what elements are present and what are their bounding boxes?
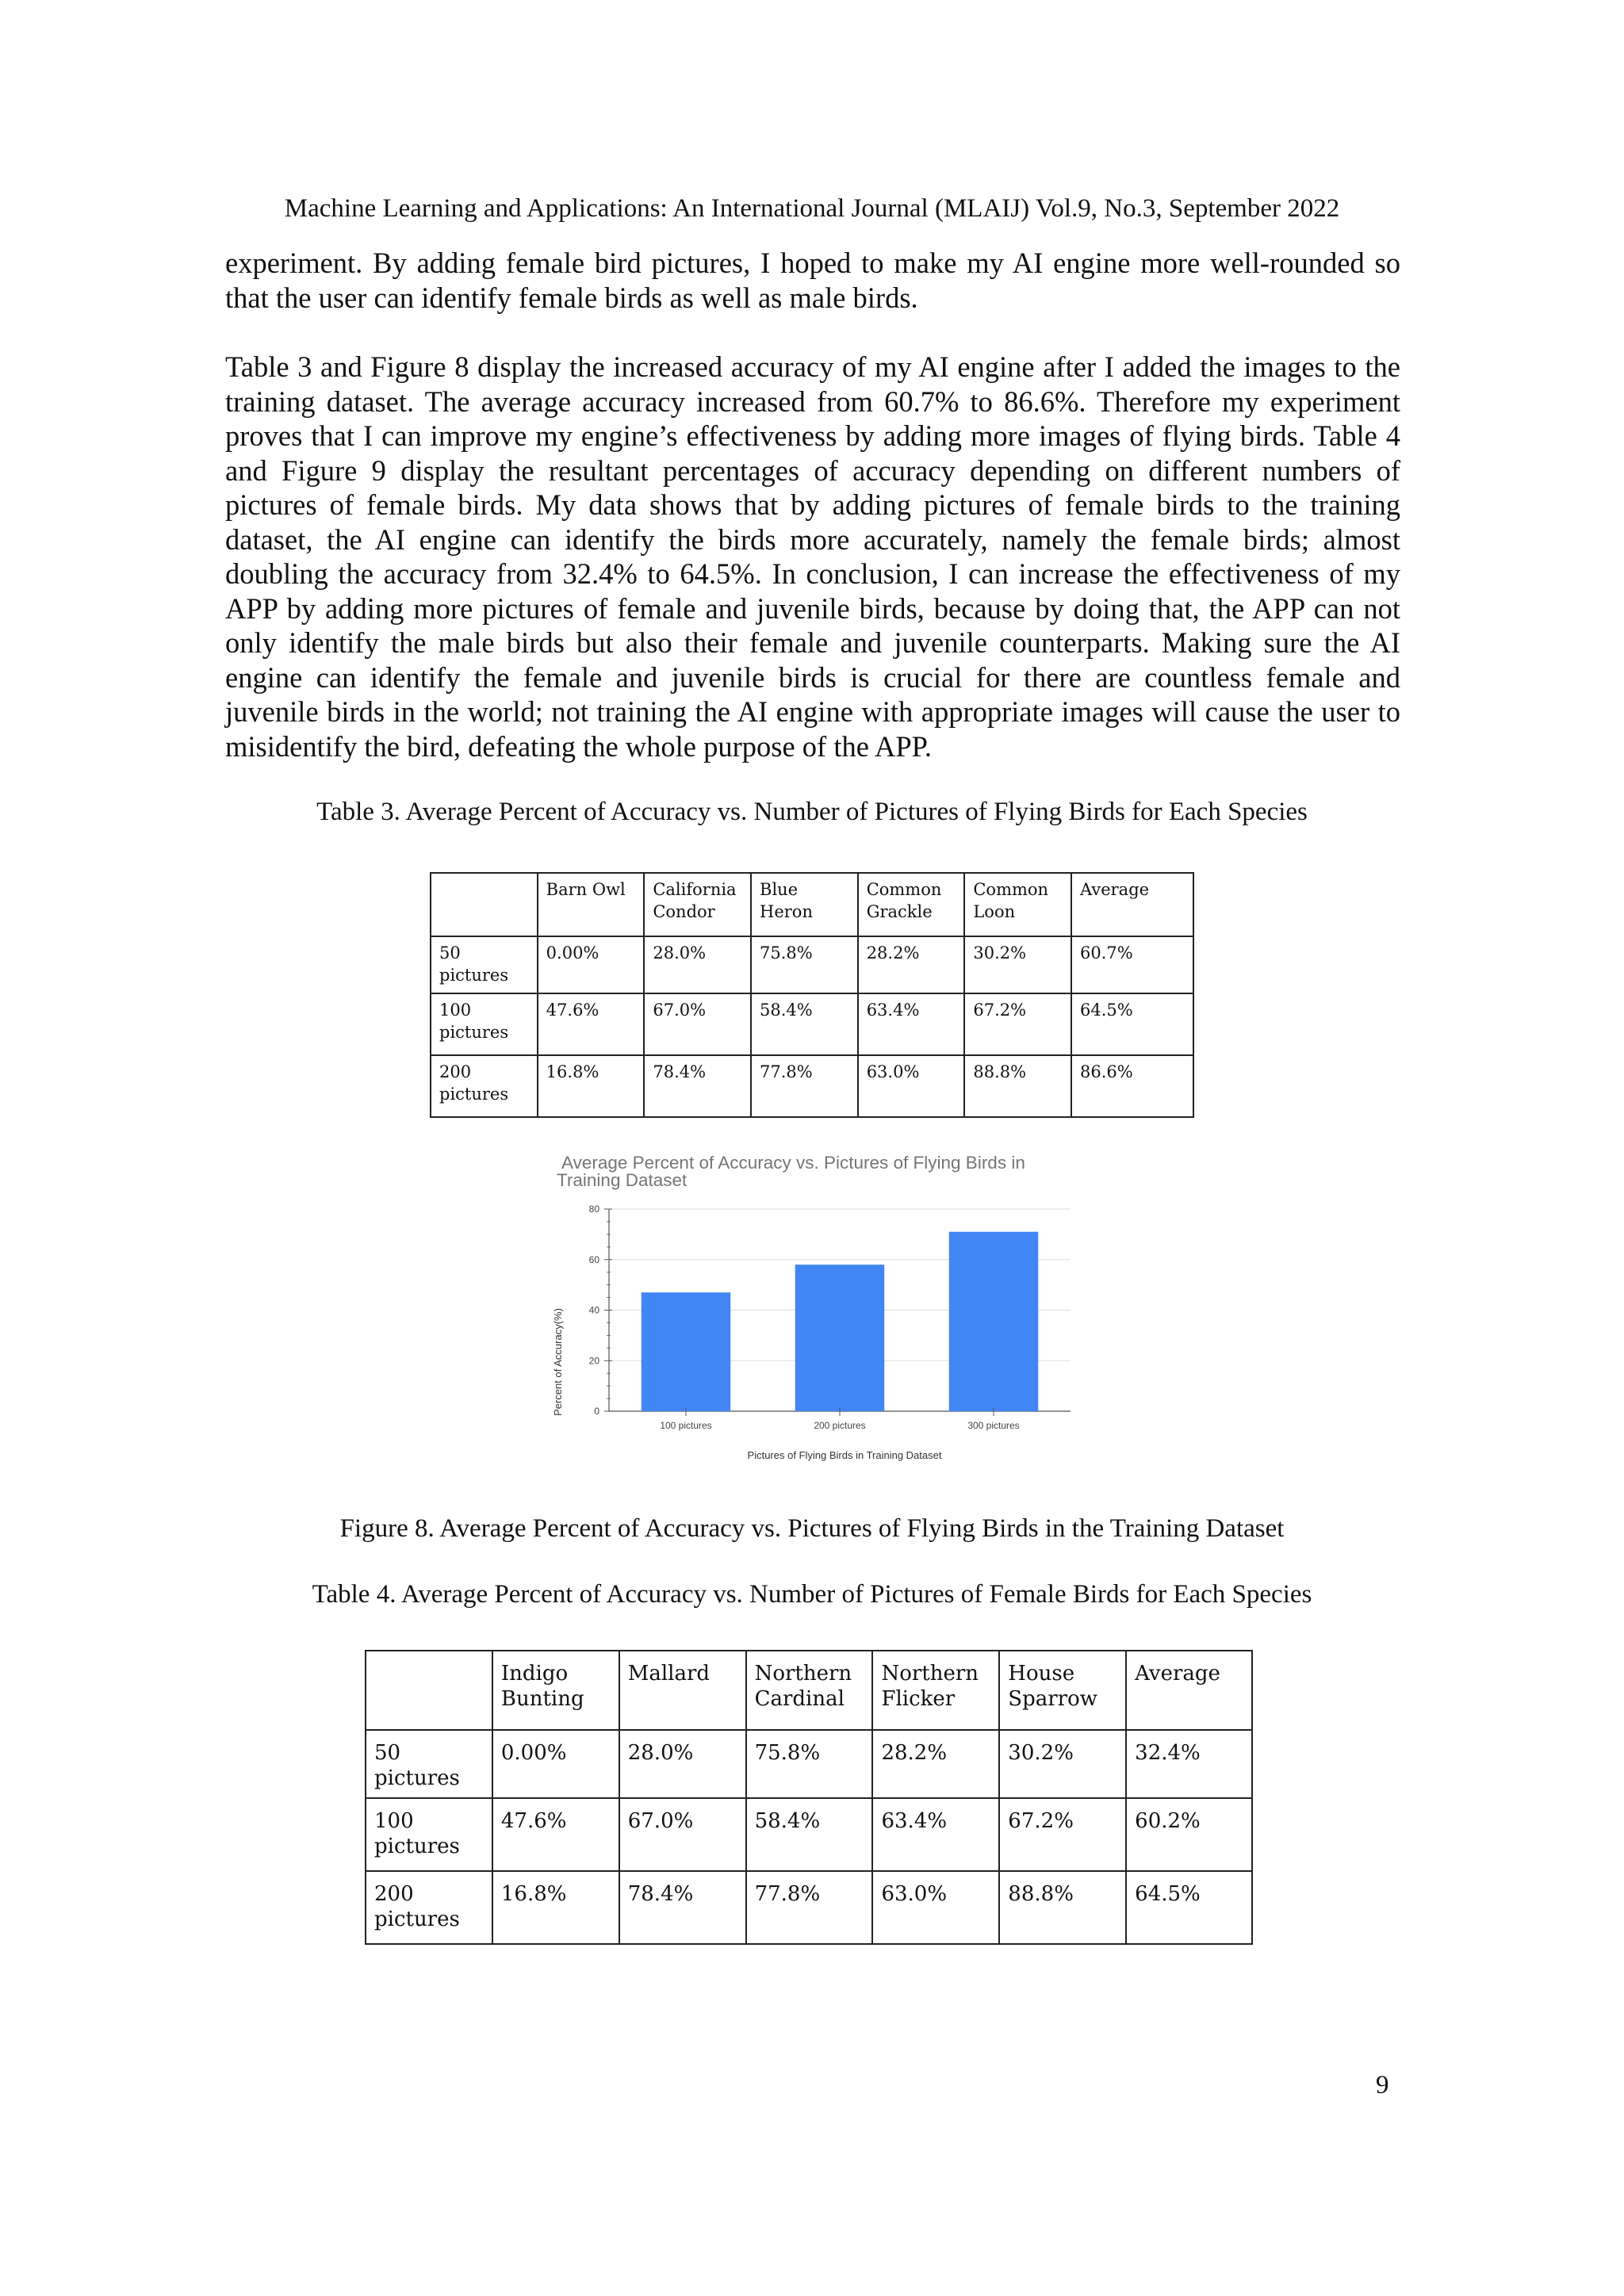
table-cell: 200 pictures [431, 1055, 538, 1117]
chart-bar [949, 1232, 1039, 1411]
table-cell: 28.0% [619, 1730, 746, 1798]
table-row [366, 1730, 1252, 1798]
table-cell: 67.0% [644, 993, 751, 1055]
table-cell: 60.2% [1126, 1798, 1252, 1871]
table-header-cell: Average [1071, 873, 1193, 936]
table-header-cell: Common Grackle [858, 873, 965, 936]
table3-caption: Table 3. Average Percent of Accuracy vs. Number of Pictures of Flying Birds for Each Species [316, 798, 1308, 826]
page-number: 9 [1376, 2071, 1389, 2099]
table-cell: 28.2% [858, 936, 965, 993]
accuracy-bar-chart [547, 1142, 1086, 1475]
table-cell: 58.4% [751, 993, 858, 1055]
table-row [366, 1871, 1252, 1944]
table-header-cell [431, 873, 538, 936]
table-cell: 63.4% [872, 1798, 999, 1871]
table-cell: 58.4% [746, 1798, 873, 1871]
table-header-row [366, 1651, 1252, 1730]
table-cell: 63.0% [872, 1871, 999, 1944]
table-cell: 16.8% [492, 1871, 619, 1944]
table-cell: 100 pictures [366, 1798, 492, 1871]
chart-title-line2: Training Dataset [557, 1170, 688, 1190]
table-header-cell: California Condor [644, 873, 751, 936]
x-axis-label: Pictures of Flying Birds in Training Dataset [747, 1449, 942, 1461]
table3 [430, 872, 1194, 1118]
table-cell: 47.6% [538, 993, 645, 1055]
table-cell: 64.5% [1126, 1871, 1252, 1944]
table-header-row [431, 873, 1193, 936]
table-header-cell: House Sparrow [999, 1651, 1126, 1730]
table-cell: 88.8% [999, 1871, 1126, 1944]
y-tick-label: 20 [588, 1355, 599, 1367]
table-cell: 50 pictures [366, 1730, 492, 1798]
table-cell: 16.8% [538, 1055, 645, 1117]
table-header-cell: Northern Cardinal [746, 1651, 873, 1730]
table-cell: 75.8% [751, 936, 858, 993]
table-header-cell: Indigo Bunting [492, 1651, 619, 1730]
x-tick-label: 200 pictures [814, 1420, 866, 1431]
chart-bar [642, 1292, 731, 1411]
table-cell: 78.4% [619, 1871, 746, 1944]
table-row [366, 1798, 1252, 1871]
x-tick-label: 100 pictures [660, 1420, 712, 1431]
table-cell: 28.2% [872, 1730, 999, 1798]
table-cell: 88.8% [964, 1055, 1071, 1117]
table-cell: 78.4% [644, 1055, 751, 1117]
paragraph-results [225, 350, 1400, 763]
paragraph-intro-text: experiment. By adding female bird pictures, I hoped to make my AI engine more well-rounded so that the user can identify female birds as well as male birds. [225, 247, 1400, 314]
y-tick-label: 60 [588, 1253, 599, 1265]
paragraph-intro [225, 246, 1400, 315]
table-cell: 28.0% [644, 936, 751, 993]
table-cell: 77.8% [751, 1055, 858, 1117]
table-cell: 63.0% [858, 1055, 965, 1117]
y-tick-label: 80 [588, 1203, 599, 1215]
table-header-cell [366, 1651, 492, 1730]
y-tick-label: 0 [594, 1406, 599, 1417]
y-axis-label: Percent of Accuracy(%) [552, 1308, 564, 1416]
table-cell: 75.8% [746, 1730, 873, 1798]
table-cell: 32.4% [1126, 1730, 1252, 1798]
table-cell: 100 pictures [431, 993, 538, 1055]
chart-plot-area [589, 1203, 1071, 1431]
table-header-cell: Blue Heron [751, 873, 858, 936]
journal-header: Machine Learning and Applications: An International Journal (MLAIJ) Vol.9, No.3, September 2022 [284, 194, 1340, 223]
table-cell: 67.2% [999, 1798, 1126, 1871]
chart-bar [795, 1265, 885, 1411]
table-cell: 63.4% [858, 993, 965, 1055]
table-cell: 50 pictures [431, 936, 538, 993]
figure8-caption: Figure 8. Average Percent of Accuracy vs. Pictures of Flying Birds in the Training Dataset [339, 1514, 1285, 1543]
table-header-cell: Barn Owl [538, 873, 645, 936]
table-cell: 67.2% [964, 993, 1071, 1055]
y-tick-label: 40 [588, 1304, 599, 1316]
paragraph-results-text: Table 3 and Figure 8 display the increased accuracy of my AI engine after I added the images to the training dataset. The average accuracy increased from 60.7% to 86.6%. Therefore my experiment proves that I can improve my engine’s effectiveness by adding more images of flying birds. Table 4 and Figure 9 display the resultant percentages of accuracy depending on different numbers of pictures of female birds. My data shows that by adding pictures of female birds to the training dataset, the AI engine can identify the birds more accurately, namely the female birds; almost doubling the accuracy from 32.4% to 64.5%. In conclusion, I can increase the effectiveness of my APP by adding more pictures of female and juvenile birds, because by doing that, the APP can not only identify the male birds but also their female and juvenile counterparts. Making sure the AI engine can identify the female and juvenile birds is crucial for there are countless female and juvenile birds in the world; not training the AI engine with appropriate images will cause the user to misidentify the bird, defeating the whole purpose of the APP. [225, 350, 1400, 763]
table-header-cell: Average [1126, 1651, 1252, 1730]
table-cell: 30.2% [964, 936, 1071, 993]
table-cell: 77.8% [746, 1871, 873, 1944]
table-cell: 47.6% [492, 1798, 619, 1871]
table-row [431, 993, 1193, 1055]
table-cell: 0.00% [492, 1730, 619, 1798]
table-header-cell: Northern Flicker [872, 1651, 999, 1730]
table-cell: 86.6% [1071, 1055, 1193, 1117]
table-cell: 67.0% [619, 1798, 746, 1871]
table-row [431, 1055, 1193, 1117]
table-row [431, 936, 1193, 993]
table-header-cell: Mallard [619, 1651, 746, 1730]
table-cell: 30.2% [999, 1730, 1126, 1798]
table4-caption: Table 4. Average Percent of Accuracy vs. Number of Pictures of Female Birds for Each Species [312, 1580, 1312, 1609]
chart-title-line1: Average Percent of Accuracy vs. Pictures of Flying Birds in [561, 1153, 1025, 1173]
x-tick-label: 300 pictures [967, 1420, 1020, 1431]
table-cell: 60.7% [1071, 936, 1193, 993]
table-header-cell: Common Loon [964, 873, 1071, 936]
table-cell: 64.5% [1071, 993, 1193, 1055]
table4 [365, 1650, 1253, 1945]
table-cell: 200 pictures [366, 1871, 492, 1944]
table-cell: 0.00% [538, 936, 645, 993]
